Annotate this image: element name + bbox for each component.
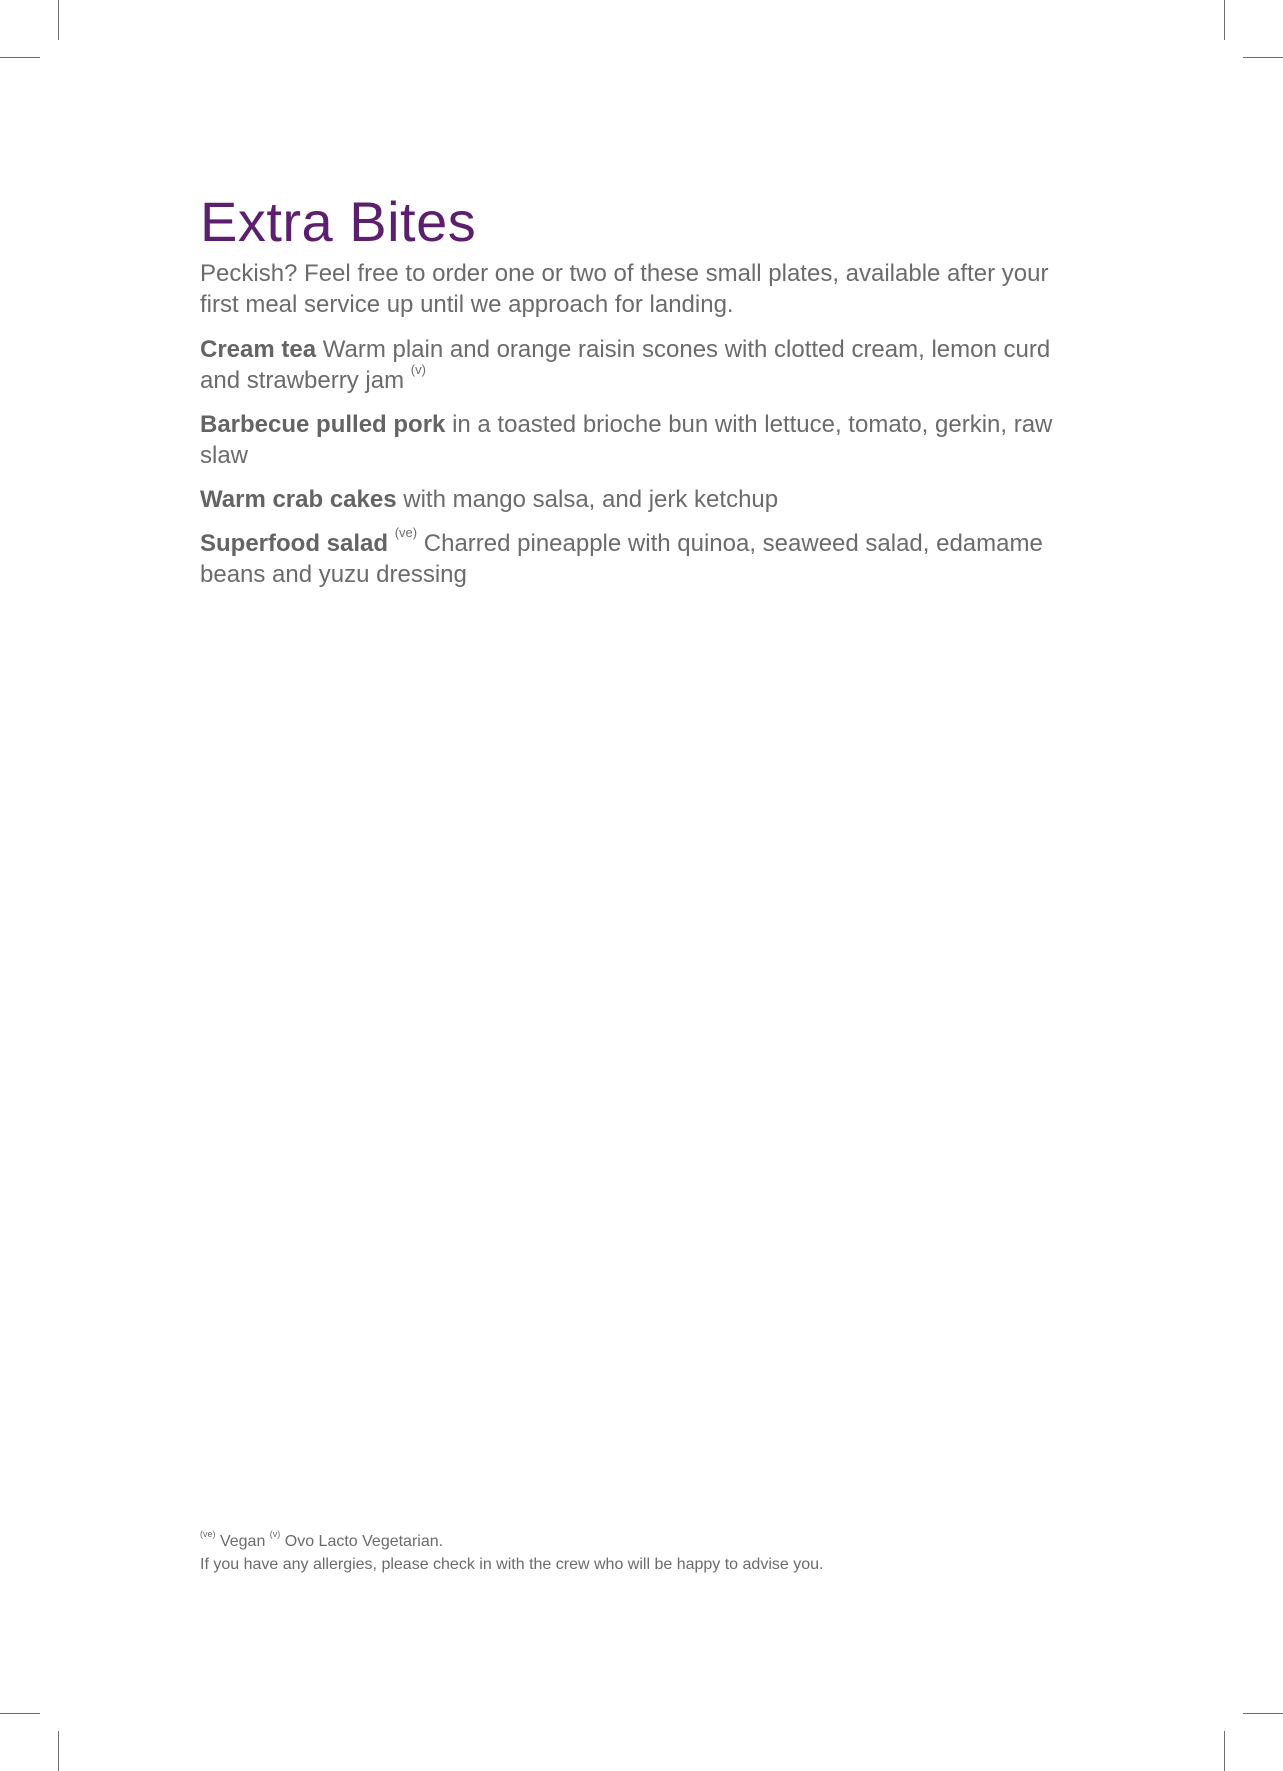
intro-text: Peckish? Feel free to order one or two of these small plates, available after your first meal service up until we approach for landing. (200, 260, 1049, 318)
diet-legend (200, 1530, 1080, 1553)
crop-mark-bottom-left-horizontal (0, 1713, 40, 1714)
crop-mark-bottom-right-horizontal (1243, 1713, 1283, 1714)
crop-mark-bottom-left-vertical (58, 1731, 59, 1771)
menu-item-cream-tea (200, 334, 1080, 396)
vegetarian-tag: (v) (269, 1529, 281, 1539)
crop-mark-top-left-horizontal (0, 57, 40, 58)
menu-item-name: Superfood salad (200, 530, 389, 557)
vegan-label: Vegan (219, 1533, 266, 1550)
menu-item-description: Charred pineapple with quinoa, seaweed salad, edamame beans and yuzu dressing (200, 530, 1043, 588)
crop-mark-top-right-vertical (1224, 0, 1225, 40)
allergy-note: If you have any allergies, please check in with the crew who will be happy to advise you. (200, 1556, 824, 1573)
menu-content (200, 190, 1080, 603)
vegan-tag: (ve) (200, 1529, 216, 1539)
menu-item-description: Warm plain and orange raisin scones with clotted cream, lemon curd and strawberry jam (200, 336, 1051, 394)
crop-mark-top-left-vertical (58, 0, 59, 40)
page-title: Extra Bites (200, 190, 477, 253)
diet-tag: (ve) (394, 525, 418, 540)
diet-tag: (v) (410, 362, 426, 377)
menu-item-superfood-salad (200, 525, 1080, 590)
menu-item-description: with mango salsa, and jerk ketchup (403, 486, 779, 513)
crop-mark-bottom-right-vertical (1224, 1731, 1225, 1771)
menu-item-name: Barbecue pulled pork (200, 411, 446, 438)
menu-item-description: in a toasted brioche bun with lettuce, tomato, gerkin, raw slaw (200, 411, 1053, 469)
footer-notes (200, 1530, 1080, 1576)
crop-mark-top-right-horizontal (1243, 57, 1283, 58)
menu-item-name: Cream tea (200, 336, 317, 363)
menu-item-name: Warm crab cakes (200, 486, 397, 513)
vegetarian-label: Ovo Lacto Vegetarian. (284, 1533, 444, 1550)
menu-item-barbecue-pulled-pork (200, 409, 1080, 471)
menu-item-warm-crab-cakes (200, 484, 1080, 515)
